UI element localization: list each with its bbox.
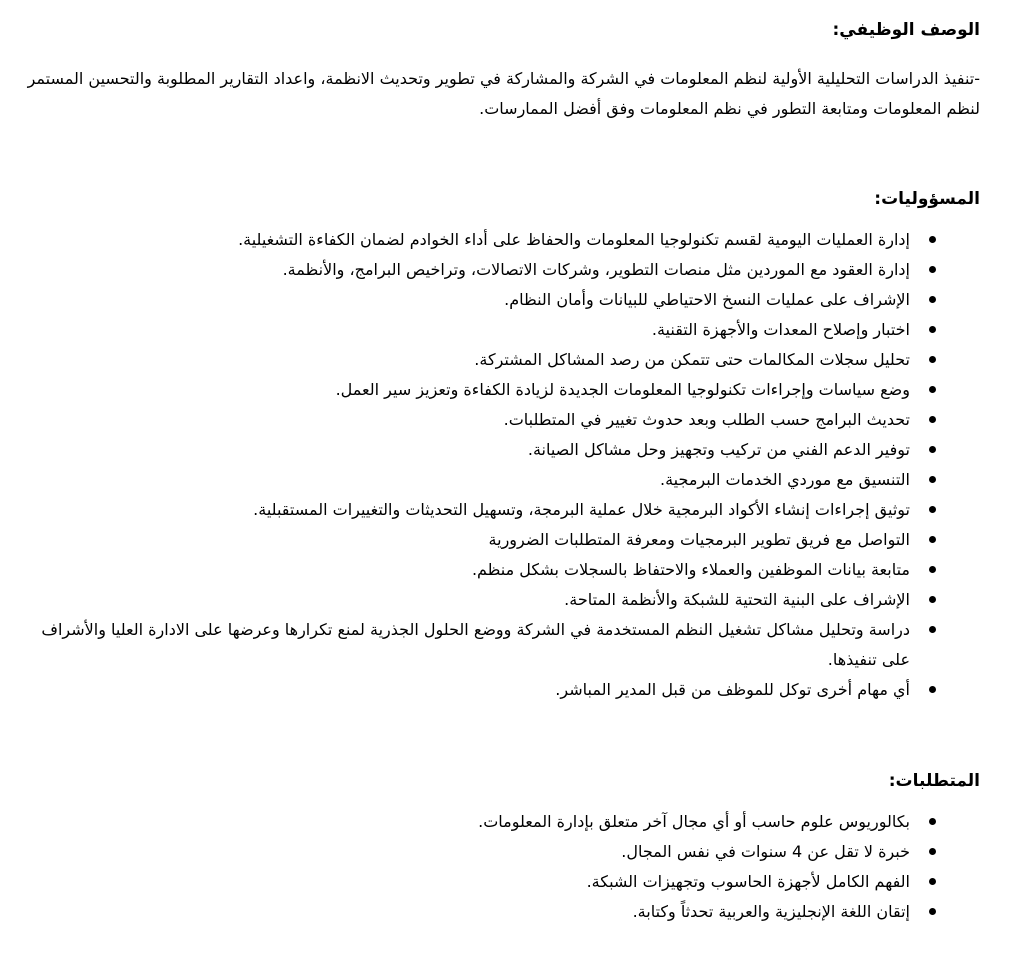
bullet-icon	[929, 416, 936, 423]
bullet-icon	[929, 566, 936, 573]
list-item	[24, 837, 936, 867]
list-item	[24, 405, 936, 435]
list-item	[24, 897, 936, 927]
responsibilities-heading: المسؤوليات:	[874, 189, 980, 209]
list-item-text: توثيق إجراءات إنشاء الأكواد البرمجية خلال عملية البرمجة، وتسهيل التحديثات والتغييرات المستقبلية.	[253, 500, 910, 519]
bullet-icon	[929, 356, 936, 363]
bullet-icon	[929, 536, 936, 543]
list-item	[24, 285, 936, 315]
list-item-text: الإشراف على البنية التحتية للشبكة والأنظمة المتاحة.	[564, 590, 910, 609]
list-item	[24, 585, 936, 615]
list-item-text: وضع سياسات وإجراءات تكنولوجيا المعلومات الجديدة لزيادة الكفاءة وتعزيز سير العمل.	[335, 380, 910, 399]
bullet-icon	[929, 818, 936, 825]
bullet-icon	[929, 848, 936, 855]
list-item-text: خبرة لا تقل عن 4 سنوات في نفس المجال.	[621, 842, 910, 861]
list-item-text: إدارة العمليات اليومية لقسم تكنولوجيا المعلومات والحفاظ على أداء الخوادم لضمان الكفاءة التشغيلية.	[238, 230, 910, 249]
bullet-icon	[929, 596, 936, 603]
list-item-text: إدارة العقود مع الموردين مثل منصات التطوير، وشركات الاتصالات، وتراخيص البرامج، والأنظمة.	[282, 260, 910, 279]
list-item-text: التواصل مع فريق تطوير البرمجيات ومعرفة المتطلبات الضرورية	[488, 530, 910, 549]
list-item-text: اختبار وإصلاح المعدات والأجهزة التقنية.	[651, 320, 910, 339]
bullet-icon	[929, 626, 936, 633]
list-item-text: الإشراف على عمليات النسخ الاحتياطي للبيانات وأمان النظام.	[504, 290, 910, 309]
list-item	[24, 495, 936, 525]
list-item-text: أي مهام أخرى توكل للموظف من قبل المدير المباشر.	[555, 680, 910, 699]
list-item-text: دراسة وتحليل مشاكل تشغيل النظم المستخدمة في الشركة ووضع الحلول الجذرية لمنع تكرارها وعرضها على الادارة العليا والأشراف على تنفيذها.	[41, 620, 910, 669]
list-item-text: الفهم الكامل لأجهزة الحاسوب وتجهيزات الشبكة.	[586, 872, 910, 891]
bullet-icon	[929, 908, 936, 915]
list-item	[24, 255, 936, 285]
list-item-text: إتقان اللغة الإنجليزية والعربية تحدثاً وكتابة.	[632, 902, 910, 921]
list-item-text: التنسيق مع موردي الخدمات البرمجية.	[660, 470, 910, 489]
job-description-text: -تنفيذ الدراسات التحليلية الأولية لنظم المعلومات في الشركة والمشاركة في تطوير وتحديث الانظمة، واعداد التقارير المطلوبة والتحسين المستمر لنظم المعلومات ومتابعة التطور في نظم المعلومات وفق أفضل الممارسات.	[27, 69, 980, 118]
bullet-icon	[929, 386, 936, 393]
bullet-icon	[929, 476, 936, 483]
bullet-icon	[929, 878, 936, 885]
list-item	[24, 315, 936, 345]
list-item	[24, 525, 936, 555]
bullet-icon	[929, 506, 936, 513]
list-item	[24, 465, 936, 495]
bullet-icon	[929, 446, 936, 453]
bullet-icon	[929, 236, 936, 243]
requirements-heading: المتطلبات:	[888, 771, 980, 791]
bullet-icon	[929, 686, 936, 693]
list-item	[24, 867, 936, 897]
list-item	[24, 225, 936, 255]
list-item-text: تحديث البرامج حسب الطلب وبعد حدوث تغيير في المتطلبات.	[503, 410, 910, 429]
list-item	[24, 435, 936, 465]
bullet-icon	[929, 326, 936, 333]
job-description-heading: الوصف الوظيفي:	[832, 20, 980, 40]
list-item	[24, 555, 936, 585]
requirements-list	[24, 807, 980, 927]
list-item-text: بكالوريوس علوم حاسب أو أي مجال آخر متعلق بإدارة المعلومات.	[478, 812, 910, 831]
bullet-icon	[929, 296, 936, 303]
list-item	[24, 807, 936, 837]
list-item	[24, 615, 936, 675]
list-item-text: توفير الدعم الفني من تركيب وتجهيز وحل مشاكل الصيانة.	[527, 440, 910, 459]
bullet-icon	[929, 266, 936, 273]
list-item-text: متابعة بيانات الموظفين والعملاء والاحتفاظ بالسجلات بشكل منظم.	[471, 560, 910, 579]
list-item	[24, 675, 936, 705]
list-item	[24, 375, 936, 405]
list-item	[24, 345, 936, 375]
responsibilities-list	[24, 225, 980, 705]
list-item-text: تحليل سجلات المكالمات حتى تتمكن من رصد المشاكل المشتركة.	[474, 350, 910, 369]
